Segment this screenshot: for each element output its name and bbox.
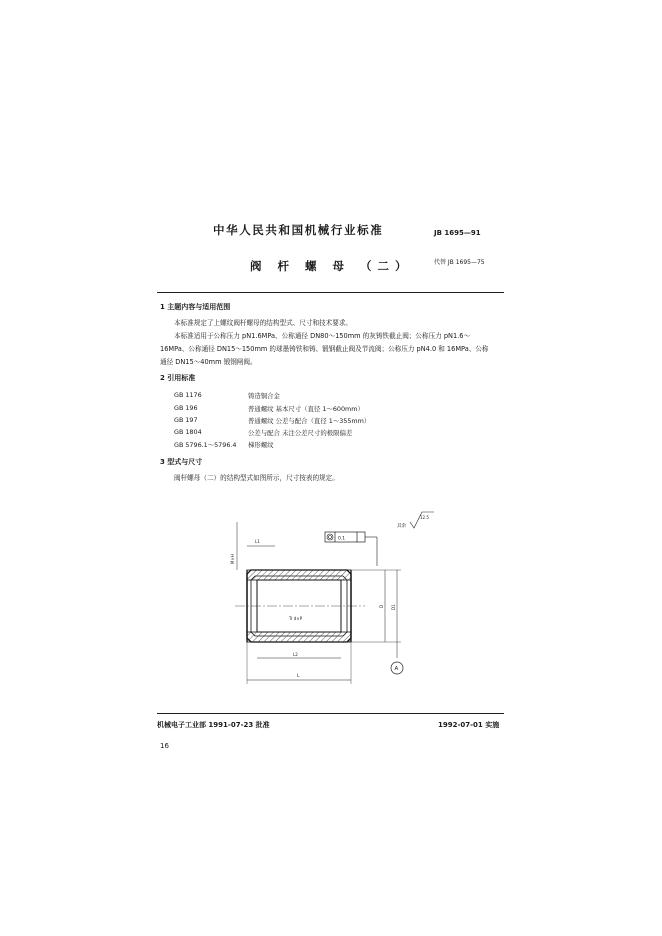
implementation-date: 1992-07-01 实施 bbox=[438, 721, 500, 729]
approval-line: 机械电子工业部 1991-07-23 批准 bbox=[157, 721, 270, 729]
section-1-paragraph-2-line-3: 通径 DN15～40mm 锻钢闸阀。 bbox=[160, 358, 257, 366]
roughness-note: 其余 bbox=[397, 524, 406, 529]
reference-code: GB 1804 bbox=[174, 428, 202, 436]
reference-code: GB 196 bbox=[174, 404, 198, 412]
reference-title: 普通螺纹 基本尺寸（直径 1～600mm） bbox=[248, 405, 364, 413]
reference-code: GB 1176 bbox=[174, 391, 202, 399]
section-1-title: 1 主题内容与适用范围 bbox=[160, 303, 231, 311]
section-1-paragraph-2-line-2: 16MPa、公称通径 DN15～150mm 的球墨铸铁和铸、锻钢截止阀及节流阀；公称压力 pN4.0 和 16MPa、公称 bbox=[160, 345, 489, 353]
standard-category-title: 中华人民共和国机械行业标准 bbox=[213, 223, 384, 237]
section-3-title: 3 型式与尺寸 bbox=[160, 458, 203, 466]
diameter-dim: D bbox=[379, 604, 384, 608]
stem-nut-drawing bbox=[205, 508, 445, 698]
header-rule bbox=[157, 292, 504, 293]
reference-title: 普通螺纹 公差与配合（直径 1～355mm） bbox=[248, 417, 371, 425]
replaces-standard: 代替 JB 1695—75 bbox=[434, 259, 485, 266]
reference-code: GB 5796.1～5796.4 bbox=[174, 441, 237, 449]
datum-label: A bbox=[394, 666, 399, 672]
thread-outer-dim: M×H bbox=[230, 554, 235, 564]
page-number: 16 bbox=[160, 742, 169, 750]
reference-title: 公差与配合 未注公差尺寸的极限偏差 bbox=[248, 429, 353, 437]
section-3-paragraph: 阀杆螺母（二）的结构型式如图所示，尺寸按表的规定。 bbox=[174, 474, 339, 482]
standard-number: JB 1695—91 bbox=[434, 229, 481, 237]
section-1-paragraph-1: 本标准规定了上螺纹阀杆螺母的结构型式、尺寸和技术要求。 bbox=[174, 319, 353, 327]
reference-code: GB 197 bbox=[174, 416, 198, 424]
roughness-value: 12.5 bbox=[420, 515, 429, 520]
tolerance-value: 0.1 bbox=[338, 536, 346, 542]
section-1-paragraph-2-line-1: 本标准适用于公称压力 pN1.6MPa、公称通径 DN80～150mm 的灰铸铁截止阀；公称压力 pN1.6～ bbox=[174, 332, 471, 340]
document-title: 阀 杆 螺 母 （二） bbox=[250, 259, 413, 273]
reference-title: 铸造铜合金 bbox=[248, 392, 280, 400]
overall-length-dim: L bbox=[297, 674, 300, 679]
diameter-dim-2: D1 bbox=[391, 604, 396, 610]
reference-title: 梯形螺纹 bbox=[248, 441, 274, 449]
trapezoid-length-dim: L2 bbox=[293, 652, 298, 657]
trapezoid-thread-dim: Tr d×P bbox=[289, 616, 303, 621]
thread-length-dim: L1 bbox=[255, 539, 260, 544]
section-2-title: 2 引用标准 bbox=[160, 374, 196, 382]
footer-rule bbox=[157, 713, 504, 714]
